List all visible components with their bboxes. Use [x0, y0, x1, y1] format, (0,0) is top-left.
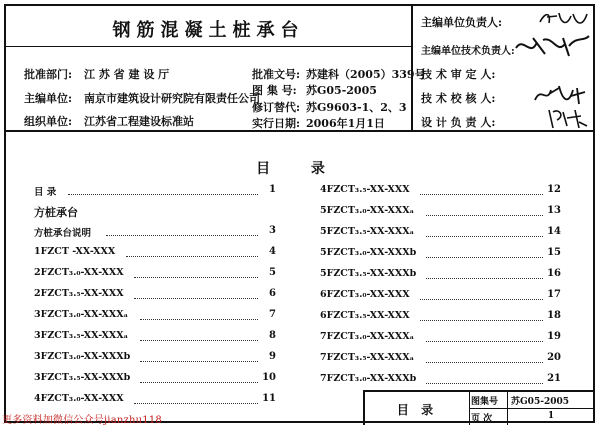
toc-leader: [140, 361, 258, 362]
toc-entry-title: 5FZCT₃.₅-XX-XXXb: [320, 268, 417, 279]
toc-entry[interactable]: [34, 267, 276, 283]
toc-title: 目 录: [256, 161, 343, 177]
stamp-atlas-no: 苏G05-2005: [511, 397, 569, 407]
organizer: 江苏省工程建设标准站: [84, 115, 194, 128]
atlas-no-label: 图 集 号:: [252, 84, 297, 97]
toc-entry[interactable]: [34, 246, 276, 262]
toc-entry-title: 7FZCT₃.₀-XX-XXXₐ: [320, 331, 414, 342]
toc-entry-page: 12: [547, 184, 561, 195]
toc-leader: [426, 257, 543, 258]
toc-entry[interactable]: [320, 331, 561, 347]
toc-leader: [420, 320, 543, 321]
toc-entry-page: 1: [269, 184, 276, 195]
toc-entry[interactable]: [320, 205, 561, 221]
effective-label: 实行日期:: [252, 117, 301, 130]
approval-dept-label: 批准部门:: [24, 68, 73, 81]
toc-entry-title: 5FZCT₃.₅-XX-XXXₐ: [320, 226, 414, 237]
stamp-atlas-no-label: 图集号: [471, 397, 499, 407]
toc-leader: [426, 236, 543, 237]
signature-designer-image: [545, 106, 589, 130]
toc-entry-page: 13: [547, 205, 561, 216]
toc-entry-title: 3FZCT₃.₅-XX-XXXₐ: [34, 330, 128, 341]
document-title: 钢筋混凝土桩承台: [112, 20, 305, 41]
toc-entry[interactable]: [320, 184, 561, 200]
toc-entry-page: 19: [547, 331, 561, 342]
toc-entry-page: 9: [269, 351, 276, 362]
toc-entry-title: 5FZCT₃.₀-XX-XXXₐ: [320, 205, 414, 216]
toc-entry-page: 11: [262, 393, 276, 404]
effective-date: 2006年1月1日: [306, 117, 385, 130]
watermark-text: 更多资料加微信公众号jianzhu118: [2, 415, 162, 426]
approval-doc: 苏建科（2005）339号: [306, 68, 426, 81]
toc-entry-title: 7FZCT₃.₀-XX-XXXb: [320, 373, 417, 384]
toc-entry[interactable]: [34, 309, 276, 325]
toc-entry-title: 目 录: [34, 187, 57, 198]
stamp-page-label: 页 次: [471, 414, 493, 424]
signature-role-designer: 设 计 负 责 人:: [421, 116, 496, 129]
toc-entry-page: 18: [547, 310, 561, 321]
toc-entry-page: 15: [547, 247, 561, 258]
stamp-sheet-name: 目 录: [396, 403, 438, 417]
toc-entry[interactable]: [320, 310, 561, 326]
stamp-divider: [469, 408, 595, 409]
title-block: [6, 6, 593, 132]
signature-role-chief: 主编单位负责人:: [421, 16, 503, 29]
toc-leader: [426, 383, 543, 384]
approval-doc-label: 批准文号:: [252, 68, 301, 81]
toc-entry[interactable]: [320, 352, 561, 368]
toc-entry-title: 3FZCT₃.₀-XX-XXXₐ: [34, 309, 128, 320]
toc-entry[interactable]: [34, 330, 276, 346]
toc-entry[interactable]: [320, 373, 561, 389]
toc-entry-title: 3FZCT₃.₀-XX-XXXb: [34, 351, 131, 362]
toc-entry-title: 5FZCT₃.₀-XX-XXXb: [320, 247, 417, 258]
toc-entry-title: 2FZCT₃.₅-XX-XXX: [34, 288, 124, 299]
signature-tech-chief-image: [513, 32, 593, 60]
toc-entry-page: 6: [269, 288, 276, 299]
toc-leader: [126, 256, 258, 257]
toc-entry-title: 7FZCT₃.₅-XX-XXXₐ: [320, 352, 414, 363]
toc-entry-page: 17: [547, 289, 561, 300]
toc-entry-title: 2FZCT₃.₀-XX-XXX: [34, 267, 124, 278]
toc-entry-page: 21: [547, 373, 561, 384]
toc-entry-page: 20: [547, 352, 561, 363]
toc-leader: [134, 298, 258, 299]
toc-entry-page: 14: [547, 226, 561, 237]
toc-entry-page: 3: [269, 225, 276, 236]
drawing-stamp: [363, 390, 593, 425]
chief-editor: 南京市建筑设计研究院有限责任公司: [84, 92, 260, 105]
toc-entry[interactable]: [320, 289, 561, 305]
toc-leader: [134, 403, 258, 404]
toc-entry[interactable]: [320, 247, 561, 263]
toc-entry-title: 1FZCT -XX-XXX: [34, 246, 116, 257]
toc-entry-title: 6FZCT₃.₀-XX-XXX: [320, 289, 410, 300]
toc-entry-title: 方桩承台说明: [34, 228, 92, 239]
toc-entry-page: 7: [269, 309, 276, 320]
toc-entry[interactable]: [320, 226, 561, 242]
toc-leader: [426, 362, 543, 363]
toc-entry[interactable]: [34, 351, 276, 367]
toc-leader: [426, 278, 543, 279]
toc-leader: [140, 340, 258, 341]
toc-entry-title: 4FZCT₃.₀-XX-XXX: [34, 393, 124, 404]
toc-entry[interactable]: [34, 184, 276, 200]
stamp-page: 1: [547, 411, 555, 421]
atlas-no: 苏G05-2005: [306, 84, 377, 97]
toc-entry-page: 16: [547, 268, 561, 279]
toc-entry-page: 4: [269, 246, 276, 257]
toc-entry-title: 3FZCT₃.₅-XX-XXXb: [34, 372, 131, 383]
toc-section-title: 方桩承台: [34, 206, 78, 219]
toc-entry-title: 6FZCT₃.₅-XX-XXX: [320, 310, 410, 321]
signature-panel: [411, 6, 595, 130]
toc-leader: [106, 235, 258, 236]
toc-entry[interactable]: [34, 372, 276, 388]
replaces-label: 修订替代:: [252, 101, 301, 114]
signature-role-tech-chief: 主编单位技术负责人:: [421, 46, 515, 57]
toc-leader: [134, 277, 258, 278]
toc-entry[interactable]: [34, 225, 276, 241]
toc-entry-page: 5: [269, 267, 276, 278]
toc-entry[interactable]: [34, 393, 276, 409]
toc-leader: [426, 341, 543, 342]
replaces: 苏G9603-1、2、3: [306, 101, 407, 114]
toc-leader: [140, 319, 258, 320]
chief-editor-label: 主编单位:: [24, 92, 73, 105]
toc-entry[interactable]: [320, 268, 561, 284]
toc-section-heading[interactable]: [34, 204, 276, 220]
toc-leader: [68, 194, 258, 195]
signature-role-approver: 技 术 审 定 人:: [421, 68, 496, 81]
toc-entry-page: 10: [262, 372, 276, 383]
organizer-label: 组织单位:: [24, 115, 73, 128]
toc-entry-page: 8: [269, 330, 276, 341]
drawing-frame: [4, 4, 595, 423]
toc-leader: [426, 215, 543, 216]
approval-dept: 江 苏 省 建 设 厅: [84, 68, 170, 81]
signature-checker-image: [533, 82, 589, 108]
signature-chief-image: [537, 8, 591, 30]
toc-entry[interactable]: [34, 288, 276, 304]
toc-leader: [140, 382, 258, 383]
toc-entry-title: 4FZCT₃.₅-XX-XXX: [320, 184, 410, 195]
toc-leader: [420, 299, 543, 300]
toc-leader: [420, 194, 543, 195]
title-rule: [6, 46, 411, 47]
signature-role-checker: 技 术 校 核 人:: [421, 92, 496, 105]
